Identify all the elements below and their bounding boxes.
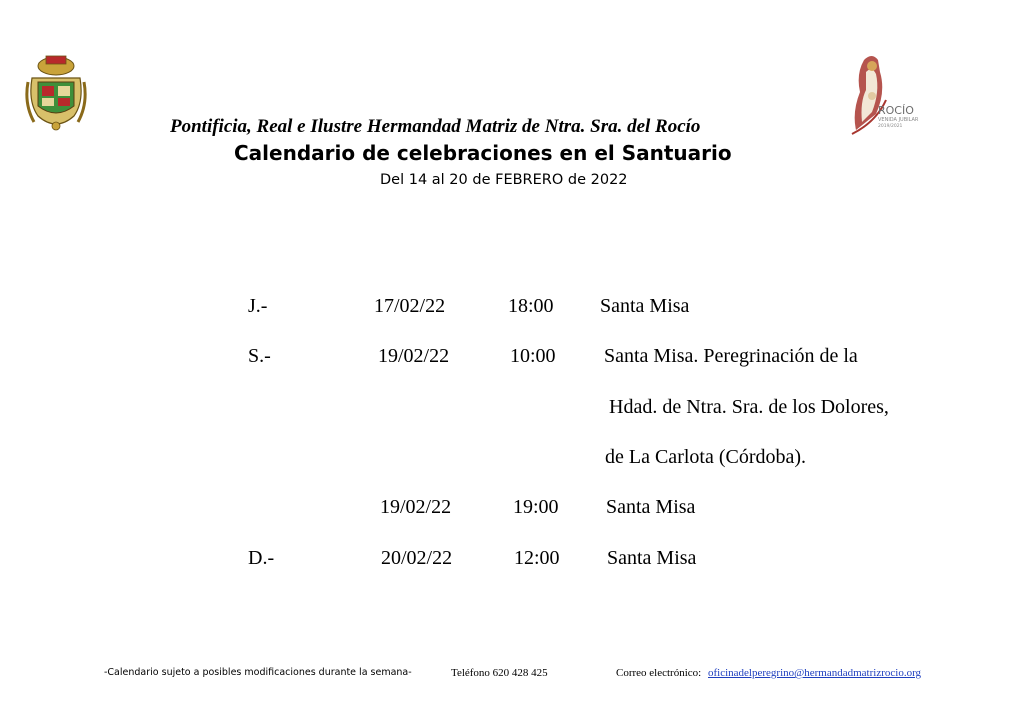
schedule-date: 19/02/22 bbox=[378, 345, 450, 367]
page-title: Calendario de celebraciones en el Santuario bbox=[234, 141, 732, 165]
schedule-time: 12:00 bbox=[514, 547, 560, 569]
date-range: Del 14 al 20 de FEBRERO de 2022 bbox=[380, 172, 628, 188]
virgin-jubilee-emblem-icon bbox=[846, 52, 936, 136]
schedule-event: Santa Misa bbox=[606, 496, 696, 518]
schedule-day: J.- bbox=[248, 295, 268, 317]
schedule-date: 19/02/22 bbox=[380, 496, 452, 518]
footer-note: -Calendario sujeto a posibles modificaciones durante la semana- bbox=[104, 667, 412, 678]
schedule-day: S.- bbox=[248, 345, 271, 367]
footer-phone: Teléfono 620 428 425 bbox=[451, 667, 548, 679]
schedule-event: Santa Misa bbox=[607, 547, 697, 569]
footer-email-link[interactable]: oficinadelperegrino@hermandadmatrizrocio.org bbox=[708, 667, 922, 679]
schedule-event-line: Santa Misa. Peregrinación de la bbox=[604, 345, 858, 367]
schedule-day: D.- bbox=[248, 547, 275, 569]
schedule-date: 20/02/22 bbox=[381, 547, 453, 569]
schedule-date: 17/02/22 bbox=[374, 295, 446, 317]
emblem-subtitle: VENIDA JUBILAR bbox=[878, 117, 919, 123]
emblem-title: ROCÍO bbox=[878, 104, 914, 117]
schedule-time: 18:00 bbox=[508, 295, 554, 317]
organization-name: Pontificia, Real e Ilustre Hermandad Matriz de Ntra. Sra. del Rocío bbox=[170, 116, 701, 137]
schedule-time: 10:00 bbox=[510, 345, 556, 367]
schedule-event-line: Hdad. de Ntra. Sra. de los Dolores, bbox=[609, 396, 889, 418]
schedule-time: 19:00 bbox=[513, 496, 559, 518]
coat-of-arms-icon bbox=[24, 52, 88, 134]
footer-email-label: Correo electrónico: bbox=[616, 667, 702, 679]
emblem-years: 2019/2021 bbox=[878, 124, 903, 129]
schedule-event: Santa Misa bbox=[600, 295, 690, 317]
schedule-event-line: de La Carlota (Córdoba). bbox=[605, 446, 807, 468]
